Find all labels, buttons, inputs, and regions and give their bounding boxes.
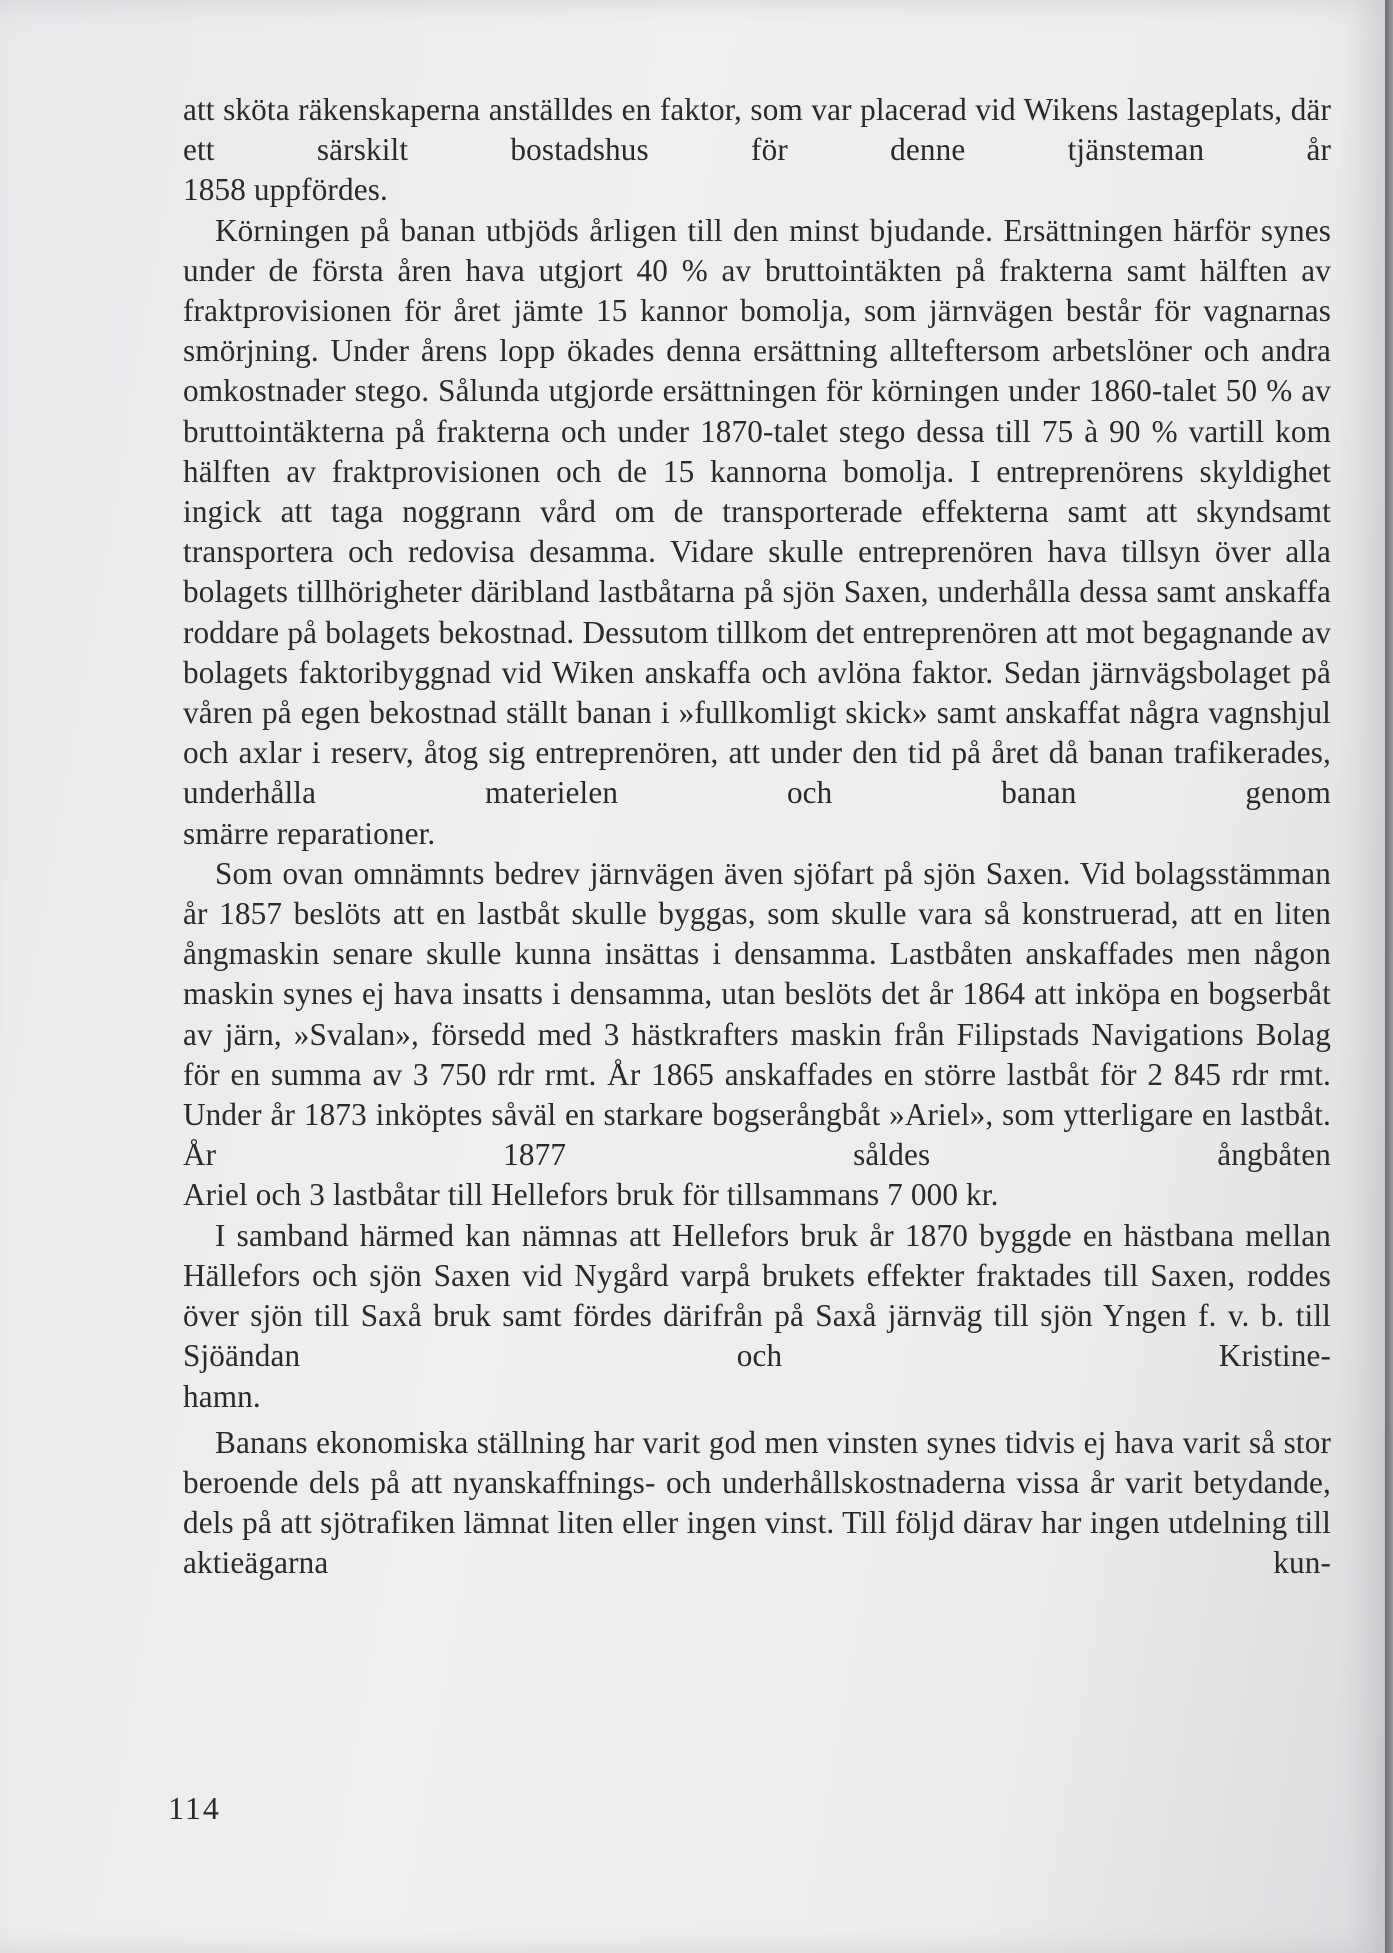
paragraph-2 xyxy=(183,211,1331,854)
paragraph-4 xyxy=(183,1216,1331,1417)
paragraph-4-last-line: hamn. xyxy=(183,1378,261,1414)
page-edge xyxy=(1385,0,1393,1953)
paragraph-5-text: Banans ekonomiska ställning har varit god men vinsten synes tidvis ej hava varit så stor beroende dels på att nyanskaffnings- och underhållskostnaderna vissa år varit betydande, dels på att sjötrafiken lämnat liten eller ingen vinst. Till följd därav har ingen utdelning till aktieägarna kun- xyxy=(183,1424,1331,1581)
paragraph-3-last-line: Ariel och 3 lastbåtar till Hellefors bruk för tillsammans 7 000 kr. xyxy=(183,1177,999,1213)
paragraph-5 xyxy=(183,1423,1331,1584)
paragraph-3-text: Som ovan omnämnts bedrev järnvägen även sjöfart på sjön Saxen. Vid bolagsstämman år 1857 beslöts att en lastbåt skulle byggas, som skulle vara så konstruerad, att en liten ångmaskin senare skulle kunna insättas i densamma. Lastbåten anskaffades men någon maskin synes ej hava insatts i densamma, utan beslöts det år 1864 att inköpa en bogserbåt av järn, »Svalan», försedd med 3 hästkrafters maskin från Filipstads Navigations Bolag för en summa av 3 750 rdr rmt. År 1865 anskaffades en större lastbåt för 2 845 rdr rmt. Under år 1873 inköptes såväl en starkare bogserångbåt »Ariel», som ytterligare en lastbåt. År 1877 såldes ångbåten xyxy=(183,855,1331,1173)
paragraph-3 xyxy=(183,854,1331,1216)
paragraph-2-text: Körningen på banan utbjöds årligen till den minst bjudande. Ersättningen härför synes under de första åren hava utgjort 40 % av bruttointäkten på frakterna samt hälften av fraktprovisionen för året jämte 15 kannor bomolja, som järnvägen består för vagnarnas smörjning. Under årens lopp ökades denna ersättning allteftersom arbetslöner och andra omkostnader stego. Sålunda utgjorde ersättningen för körningen under 1860-talet 50 % av bruttointäkterna på frakterna och under 1870-talet stego dessa till 75 à 90 % vartill kom hälften av fraktprovisionen och de 15 kannorna bomolja. I entreprenörens skyldighet ingick att taga noggrann vård om de transporterade effekterna samt att skyndsamt transportera och redovisa desamma. Vidare skulle entreprenören hava tillsyn över alla bolagets tillhörigheter däribland lastbåtarna på sjön Saxen, underhålla dessa samt anskaffa roddare på bolagets bekostnad. Dessutom tillkom det entreprenören att mot begagnande av bolagets faktoribyggnad vid Wiken anskaffa och avlöna faktor. Sedan järnvägsbolaget på våren på egen bekostnad ställt banan i »fullkomligt skick» samt anskaffat några vagnshjul och axlar i reserv, åtog sig entreprenören, att under den tid på året då banan trafikerades, underhålla materielen och banan genom xyxy=(183,212,1331,811)
body-text xyxy=(183,90,1331,1584)
paragraph-1-text: att sköta räkenskaperna anställdes en faktor, som var placerad vid Wikens lastageplats, där ett särskilt bostadshus för denne tjänsteman år xyxy=(183,92,1331,168)
paragraph-1-last-line: 1858 uppfördes. xyxy=(183,172,388,208)
paragraph-4-text: I samband härmed kan nämnas att Hellefors bruk år 1870 byggde en hästbana mellan Hällefors och sjön Saxen vid Nygård varpå brukets effekter fraktades till Saxen, roddes över sjön till Saxå bruk samt fördes därifrån på Saxå järnväg till sjön Yngen f. v. b. till Sjöändan och Kristine- xyxy=(183,1217,1331,1374)
page-number: 114 xyxy=(168,1790,221,1826)
paragraph-2-last-line: smärre reparationer. xyxy=(183,815,436,851)
paragraph-1 xyxy=(183,90,1331,211)
